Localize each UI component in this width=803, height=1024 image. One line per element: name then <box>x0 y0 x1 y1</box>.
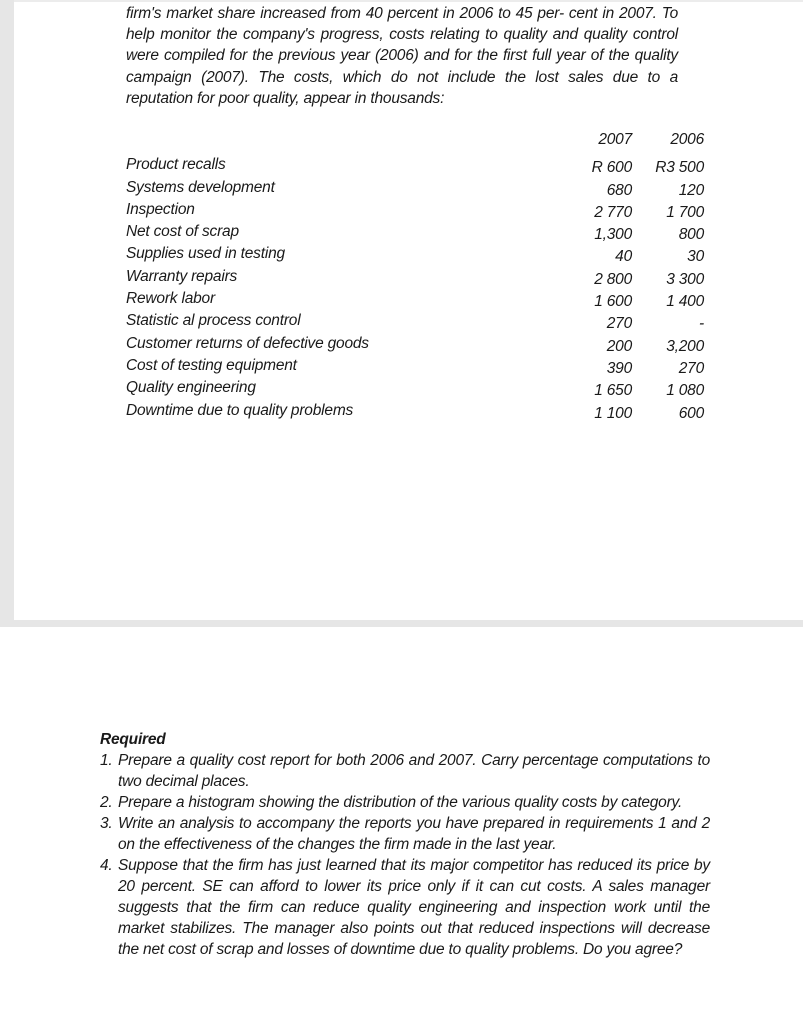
required-item <box>100 792 710 813</box>
row-label: Quality engineering <box>126 379 256 397</box>
value-2006: 120 <box>678 181 704 199</box>
value-2007: 270 <box>606 315 632 333</box>
item-text: Prepare a histogram showing the distribution of the various quality costs by category. <box>118 794 683 811</box>
value-2006: 3,200 <box>666 337 704 355</box>
value-2007: 200 <box>606 337 632 355</box>
required-title: Required <box>100 731 166 748</box>
value-2006: 600 <box>678 404 704 422</box>
table-row <box>126 331 706 353</box>
value-2007: 680 <box>606 181 632 199</box>
value-2007: 2 800 <box>594 270 632 288</box>
value-2007: 1 100 <box>594 404 632 422</box>
row-label: Inspection <box>126 200 195 218</box>
table-header-row <box>126 130 706 152</box>
value-2006: - <box>699 315 704 333</box>
table-row <box>126 353 706 375</box>
header-2007: 2007 <box>598 131 632 148</box>
row-label: Product recalls <box>126 156 226 174</box>
item-number: 4. <box>100 857 113 874</box>
table-row <box>126 219 706 244</box>
table-row <box>126 175 706 197</box>
page-frame-left <box>0 0 14 626</box>
table-row <box>126 264 706 286</box>
required-item <box>100 813 710 855</box>
value-2007: 390 <box>606 359 632 377</box>
header-2006: 2006 <box>670 131 704 148</box>
row-label: Rework labor <box>126 290 215 308</box>
item-text: Write an analysis to accompany the reports you have prepared in requirements 1 and 2 on the effectiveness of the changes the firm made in the last year. <box>118 815 710 853</box>
required-item <box>100 750 710 792</box>
value-2006: 3 300 <box>666 270 704 288</box>
value-2006: 30 <box>687 248 704 266</box>
row-label: Supplies used in testing <box>126 245 285 263</box>
value-2007: R 600 <box>591 159 632 177</box>
table-row <box>126 152 706 177</box>
item-number: 1. <box>100 752 113 769</box>
item-text: Prepare a quality cost report for both 2006 and 2007. Carry percentage computations to two decimal places. <box>118 752 710 790</box>
required-list <box>100 750 710 960</box>
table-row <box>126 375 706 400</box>
value-2006: R3 500 <box>655 159 704 177</box>
row-label: Warranty repairs <box>126 267 238 285</box>
value-2007: 2 770 <box>594 203 632 221</box>
item-text: Suppose that the firm has just learned that its major competitor has reduced its price by 20 percent. SE can afford to lower its price only if it can cut costs. A sales manager suggests that the firm can reduce quality engineering and inspection work until the market stabilizes. The manager also points out that reduced inspections will decrease the net cost of scrap and losses of downtime due to quality problems. Do you agree? <box>118 857 710 958</box>
required-section <box>100 729 710 960</box>
table-row <box>126 197 706 219</box>
value-2007: 40 <box>615 248 632 266</box>
value-2006: 1 400 <box>666 293 704 311</box>
intro-paragraph: firm's market share increased from 40 percent in 2006 to 45 per- cent in 2007. To help monitor the company's progress, costs relating to quality and quality control were compiled for the previous year (2006) and for the first full year of the quality campaign (2007). The costs, which do not include the lost sales due to a reputation for poor quality, appear in thousands: <box>126 5 678 107</box>
row-label: Statistic al process control <box>126 312 301 330</box>
table-row <box>126 241 706 266</box>
item-number: 3. <box>100 815 113 832</box>
page-frame-bottom <box>0 620 803 627</box>
table-row <box>126 308 706 333</box>
value-2007: 1,300 <box>594 226 632 244</box>
row-label: Customer returns of defective goods <box>126 334 369 352</box>
value-2006: 1 080 <box>666 382 704 400</box>
row-label: Downtime due to quality problems <box>126 401 354 419</box>
value-2007: 1 650 <box>594 382 632 400</box>
row-label: Cost of testing equipment <box>126 356 297 374</box>
page-frame-top <box>0 0 803 2</box>
value-2006: 800 <box>678 226 704 244</box>
row-label: Net cost of scrap <box>126 223 239 241</box>
quality-cost-table <box>126 130 706 420</box>
table-row <box>126 398 706 420</box>
required-item <box>100 855 710 960</box>
value-2007: 1 600 <box>594 293 632 311</box>
table-row <box>126 286 706 311</box>
row-label: Systems development <box>126 178 275 196</box>
value-2006: 270 <box>678 359 704 377</box>
value-2006: 1 700 <box>666 203 704 221</box>
item-number: 2. <box>100 794 113 811</box>
